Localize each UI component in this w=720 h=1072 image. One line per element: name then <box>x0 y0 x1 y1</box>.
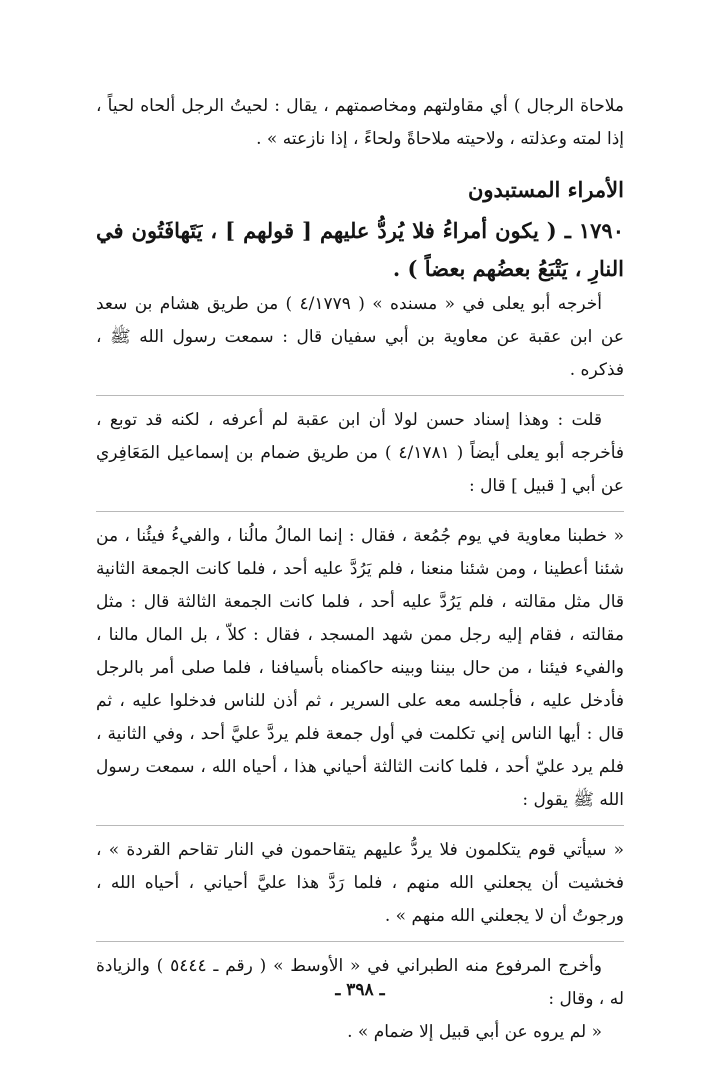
divider <box>96 941 624 942</box>
takhrij-paragraph: أخرجه أبو يعلى في « مسنده » ( ٤/١٧٧٩ ) من طريق هشام بن سعد عن ابن عقبة عن معاوية بن أبي سفيان قال : سمعت رسول الله ﷺ ، فذكره . <box>96 294 624 380</box>
section-heading: الأمراء المستبدون <box>467 177 624 202</box>
page-body <box>96 90 625 1042</box>
hadith-text: ١٧٩٠ ـ ( يكون أمراءُ فلا يُردُّ عليهم [ قولهم ] ، يَتَهافَتُون في النارِ ، يَتْبَعُ بعضُهم بعضاً ) . <box>96 218 624 281</box>
quoted-hadith-paragraph: « سيأتي قوم يتكلمون فلا يردُّ عليهم يتقاحمون في النار تقاحم القردة » ، فخشيت أن يجعلني الله منهم ، فلما رَدَّ هذا عليَّ أحياني ، أحياه الله ، ورجوتُ أن لا يجعلني الله منهم » . <box>96 840 624 926</box>
quoted-narration-paragraph: « خطبنا معاوية في يوم جُمُعة ، فقال : إنما المالُ مالُنا ، والفيءُ فيئُنا ، من شئنا أعطينا ، ومن شئنا منعنا ، فلم يَرُدَّ عليه أحد ، فلما كانت الجمعة الثانية قال مثل مقالته ، فلم يَرُدَّ عليه أحد ، فلما كانت الجمعة الثالثة قال : مثل مقالته ، فقام إليه رجل ممن شهد المسجد ، فقال : كلاّ ، بل المال مالنا ، والفيء فيئنا ، من حال بيننا وبينه حاكمناه بأسيافنا ، فلما صلى أمر بالرجل فأدخل عليه ، فأجلسه معه على السرير ، ثم أذن للناس فدخلوا عليه ، ثم قال : أيها الناس إني تكلمت في أول جمعة فلم يردَّ عليَّ أحد ، وفي الثانية ، فلم يرد عليّ أحد ، فلما كانت الثالثة أحياني هذا ، أحياه الله ، سمعت رسول الله ﷺ يقول : <box>96 526 624 810</box>
paragraph-continuation: ملاحاة الرجال ) أي مقاولتهم ومخاصمتهم ، يقال : لحيتُ الرجل ألحاه لحياً ، إذا لمته وعذلته ، ولاحيته ملاحاةً ولحاءً ، إذا نازعته » . <box>96 96 624 149</box>
page-number: ـ ٣٩٨ ـ <box>335 980 385 1000</box>
divider <box>96 395 624 396</box>
commentary-paragraph: قلت : وهذا إسناد حسن لولا أن ابن عقبة لم أعرفه ، لكنه قد توبع ، فأخرجه أبو يعلى أيضاً ( ٤/١٧٨١ ) من طريق ضمام بن إسماعيل المَعَافِري عن أبي [ قبيل ] قال : <box>96 410 625 496</box>
tabarani-quote: « لم يروه عن أبي قبيل إلا ضمام » . <box>347 1022 602 1042</box>
divider <box>96 825 624 826</box>
tabarani-paragraph: وأخرج المرفوع منه الطبراني في « الأوسط » ( رقم ـ ٥٤٤٤ ) والزيادة له ، وقال : <box>96 956 624 1009</box>
divider <box>96 511 624 512</box>
